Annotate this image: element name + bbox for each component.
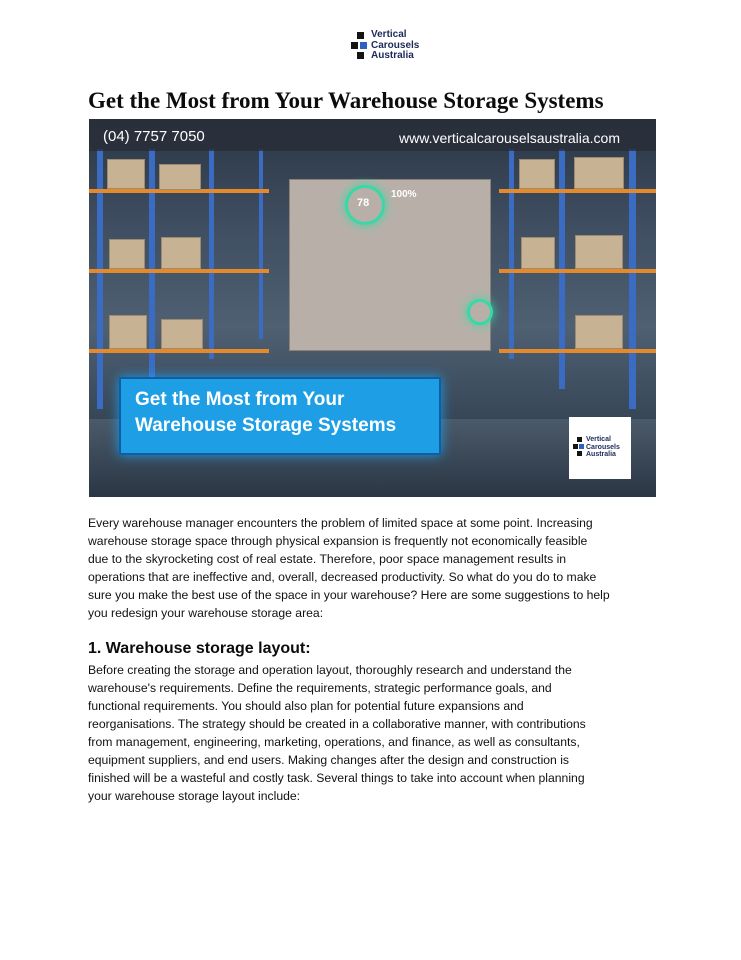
rack-post [629, 149, 636, 409]
logo-line-2: Carousels [371, 39, 420, 51]
phone-number: (04) 7757 7050 [103, 128, 205, 145]
logo-square-icon [360, 42, 367, 49]
hero-image [89, 119, 656, 497]
logo-square-icon [577, 437, 582, 442]
storage-box [107, 159, 145, 189]
gauge-percent: 100% [391, 189, 417, 200]
paragraph-line: warehouse storage space through physical expansion is frequently not economically feasible [88, 534, 588, 548]
paragraph-line: you redesign your warehouse storage area: [88, 606, 324, 620]
rack-beam [89, 269, 269, 273]
hero-logo-text [586, 436, 620, 459]
storage-box [109, 239, 145, 269]
logo-line-2: Carousels [586, 443, 620, 451]
storage-box [161, 237, 201, 269]
storage-box [161, 319, 203, 349]
storage-box [159, 164, 201, 190]
intro-paragraph [88, 514, 610, 622]
storage-box [574, 157, 624, 189]
storage-box [575, 235, 623, 269]
logo-text [371, 30, 419, 62]
logo-line-1: Vertical [586, 436, 611, 443]
logo-square-icon [579, 444, 584, 449]
paragraph-line: operations that are ineffective and, overall, decreased productivity. So what do you do to make [88, 570, 597, 584]
banner-line-1: Get the Most from Your [135, 389, 345, 410]
paragraph-line: reorganisations. The strategy should be created in a collaborative manner, with contributions [88, 717, 586, 731]
hero-banner [119, 377, 441, 455]
section-paragraph [88, 661, 586, 805]
page-title: Get the Most from Your Warehouse Storage Systems [88, 88, 604, 113]
paragraph-line: sure you make the best use of the space in your warehouse? Here are some suggestions to help [88, 588, 610, 602]
logo-square-icon [351, 42, 358, 49]
paragraph-line: due to the skyrocketing cost of real estate. Therefore, poor space management results in [88, 552, 567, 566]
logo-line-3: Australia [371, 50, 414, 61]
paragraph-line: Every warehouse manager encounters the problem of limited space at some point. Increasing [88, 516, 593, 530]
banner-line-2: Warehouse Storage Systems [135, 415, 397, 436]
rack-beam [89, 349, 269, 353]
paragraph-line: your warehouse storage layout include: [88, 789, 301, 803]
logo-square-icon [573, 444, 578, 449]
logo-line-3: Australia [586, 451, 616, 458]
storage-box [109, 315, 147, 349]
paragraph-line: finished will be a wasteful and costly task. Several things to take into account when planning [88, 771, 585, 785]
storage-box [519, 159, 555, 189]
company-logo [351, 30, 431, 64]
paragraph-line: Before creating the storage and operation layout, thoroughly research and understand the [88, 663, 572, 677]
storage-stack [289, 179, 491, 351]
paragraph-line: functional requirements. You should also plan for potential future expansions and [88, 699, 524, 713]
rack-beam [499, 189, 656, 193]
paragraph-line: equipment suppliers, and end users. Making changes after the design and construction is [88, 753, 570, 767]
storage-box [521, 237, 555, 269]
logo-square-icon [357, 52, 364, 59]
rack-beam [499, 349, 656, 353]
rack-beam [499, 269, 656, 273]
rack-post [509, 149, 514, 359]
storage-box [575, 315, 623, 349]
website-url: www.verticalcarouselsaustralia.com [399, 130, 620, 146]
gauge-value: 78 [357, 197, 370, 209]
rack-post [209, 149, 214, 359]
section-heading: 1. Warehouse storage layout: [88, 640, 311, 657]
paragraph-line: from management, engineering, marketing, operations, and finance, as well as consultants, [88, 735, 580, 749]
logo-square-icon [357, 32, 364, 39]
rack-post [97, 149, 103, 409]
paragraph-line: warehouse's requirements. Define the requirements, strategic performance goals, and [88, 681, 552, 695]
logo-square-icon [577, 451, 582, 456]
hero-logo [569, 417, 631, 479]
gauge-icon [345, 185, 385, 225]
gauge-icon [467, 299, 493, 325]
logo-line-1: Vertical [371, 29, 407, 40]
rack-post [259, 149, 263, 339]
